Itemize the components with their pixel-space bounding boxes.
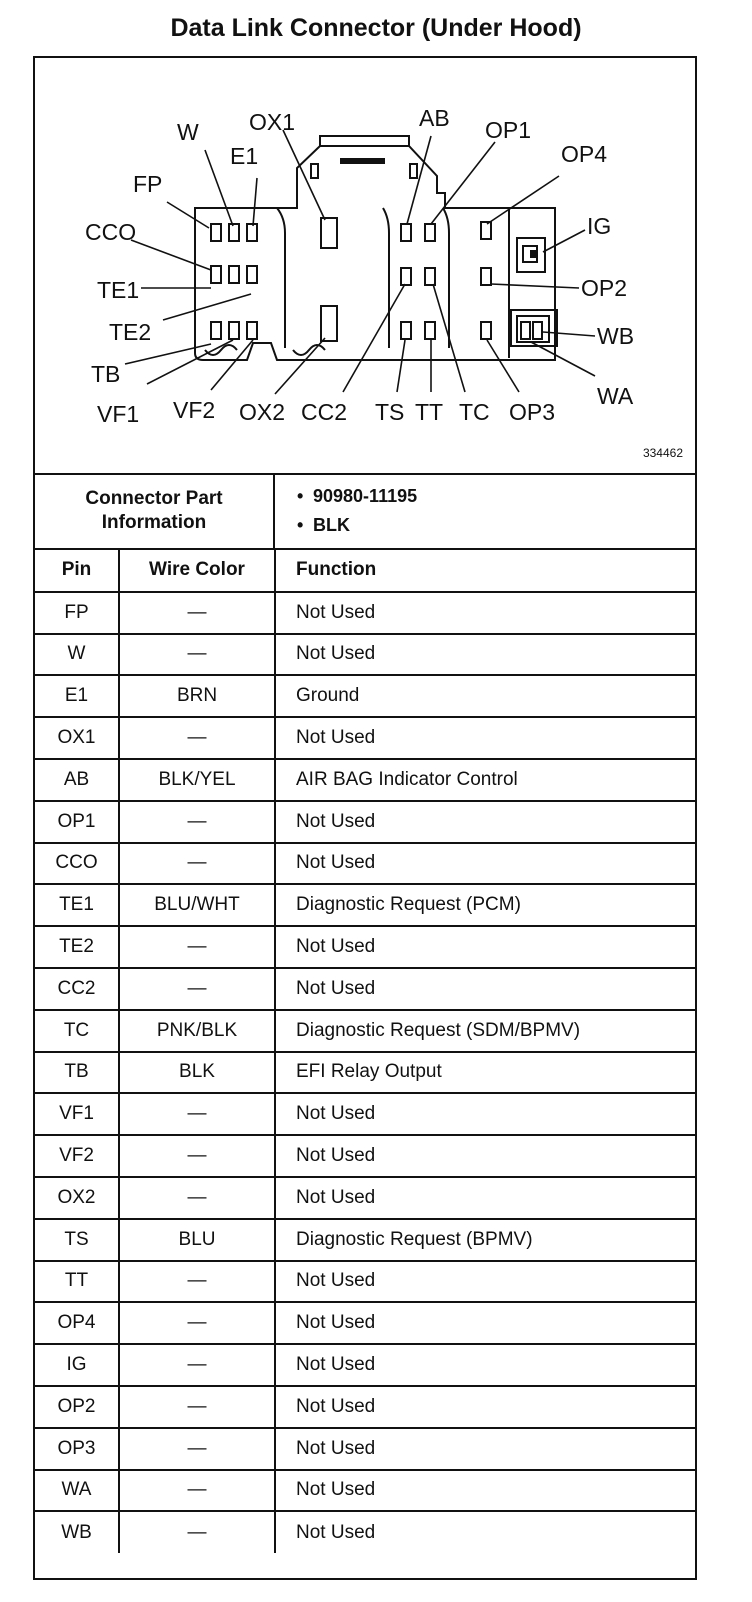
wire-color-cell: —: [119, 634, 275, 676]
wire-color-cell: BLK/YEL: [119, 759, 275, 801]
table-row: [35, 1344, 695, 1386]
function-cell: Not Used: [275, 1177, 695, 1219]
part-number: • 90980-11195: [297, 482, 695, 511]
wire-color-cell: BLU: [119, 1219, 275, 1261]
pin-cell: TS: [35, 1219, 119, 1261]
function-cell: Not Used: [275, 717, 695, 759]
pin-label-ts: TS: [375, 399, 405, 425]
wire-color-cell: BRN: [119, 675, 275, 717]
pin-cell: CC2: [35, 968, 119, 1010]
pin-cell: TE1: [35, 884, 119, 926]
pin-cell: OP2: [35, 1386, 119, 1428]
pin-label-op3: OP3: [509, 399, 556, 425]
pin-label-w: W: [177, 119, 199, 145]
column-header-wire-color: Wire Color: [119, 550, 275, 592]
pin-label-ab: AB: [419, 105, 450, 131]
pin-label-tb: TB: [91, 361, 121, 387]
table-header-row: [35, 550, 695, 592]
wire-color-cell: —: [119, 1302, 275, 1344]
pin-cell: FP: [35, 592, 119, 634]
function-cell: Not Used: [275, 1135, 695, 1177]
pin-cell: OX1: [35, 717, 119, 759]
table-row: [35, 926, 695, 968]
function-cell: AIR BAG Indicator Control: [275, 759, 695, 801]
pin-cell: W: [35, 634, 119, 676]
table-row: [35, 1177, 695, 1219]
pin-label-cc2: CC2: [301, 399, 348, 425]
pin-label-wb: WB: [597, 323, 635, 349]
pin-cell: TE2: [35, 926, 119, 968]
pin-cell: TT: [35, 1261, 119, 1303]
pin-cell: OP4: [35, 1302, 119, 1344]
table-row: [35, 1010, 695, 1052]
pin-label-tt: TT: [415, 399, 444, 425]
table-row: [35, 634, 695, 676]
function-cell: Not Used: [275, 1428, 695, 1470]
wire-color-cell: —: [119, 1093, 275, 1135]
pin-label-fp: FP: [133, 171, 163, 197]
pin-label-ig: IG: [587, 213, 612, 239]
function-cell: Not Used: [275, 801, 695, 843]
function-cell: Not Used: [275, 1261, 695, 1303]
table-row: [35, 843, 695, 885]
pin-label-op2: OP2: [581, 275, 628, 301]
wire-color-cell: BLK: [119, 1052, 275, 1094]
wire-color-cell: —: [119, 1470, 275, 1512]
wire-color-cell: —: [119, 1386, 275, 1428]
function-cell: Not Used: [275, 1344, 695, 1386]
pin-cell: TC: [35, 1010, 119, 1052]
connector-frame: [33, 56, 697, 1580]
figure-number: 334462: [642, 446, 683, 460]
wire-color-cell: —: [119, 1511, 275, 1553]
pin-cell: AB: [35, 759, 119, 801]
function-cell: Diagnostic Request (PCM): [275, 884, 695, 926]
function-cell: Not Used: [275, 634, 695, 676]
wire-color-cell: —: [119, 1428, 275, 1470]
table-row: [35, 1261, 695, 1303]
function-cell: Not Used: [275, 843, 695, 885]
wire-color-cell: —: [119, 1344, 275, 1386]
connector-drawing: [35, 58, 695, 475]
wire-color-cell: —: [119, 592, 275, 634]
function-cell: EFI Relay Output: [275, 1052, 695, 1094]
function-cell: Not Used: [275, 1470, 695, 1512]
function-cell: Not Used: [275, 926, 695, 968]
table-row: [35, 1052, 695, 1094]
wire-color-cell: —: [119, 926, 275, 968]
wire-color-cell: —: [119, 1177, 275, 1219]
connector-diagram: [35, 58, 695, 475]
pin-label-ox2: OX2: [239, 399, 286, 425]
pin-cell: WA: [35, 1470, 119, 1512]
function-cell: Not Used: [275, 1093, 695, 1135]
function-cell: Not Used: [275, 1386, 695, 1428]
function-cell: Diagnostic Request (SDM/BPMV): [275, 1010, 695, 1052]
pin-label-tc: TC: [459, 399, 490, 425]
connector-info-values: [277, 475, 695, 548]
wire-color-cell: —: [119, 843, 275, 885]
pin-label-e1: E1: [230, 143, 259, 169]
table-row: [35, 1219, 695, 1261]
pin-cell: TB: [35, 1052, 119, 1094]
function-cell: Ground: [275, 675, 695, 717]
table-row: [35, 1093, 695, 1135]
function-cell: Not Used: [296, 1521, 376, 1543]
pin-label-op1: OP1: [485, 117, 532, 143]
table-row: [35, 884, 695, 926]
pin-label-op4: OP4: [561, 141, 608, 167]
wire-color-cell: —: [119, 968, 275, 1010]
connector-color: • BLK: [297, 511, 695, 540]
pin-cell: OP3: [35, 1428, 119, 1470]
pin-cell: OX2: [35, 1177, 119, 1219]
wire-color-cell: —: [119, 717, 275, 759]
table-row: [35, 1302, 695, 1344]
connector-info: [35, 475, 695, 550]
pin-label-vf2: VF2: [173, 397, 216, 423]
table-row: [35, 801, 695, 843]
column-header-pin: Pin: [35, 550, 119, 592]
table-row: [35, 759, 695, 801]
function-cell: Not Used: [275, 592, 695, 634]
pin-cell: E1: [35, 675, 119, 717]
pin-label-te2: TE2: [109, 319, 152, 345]
pin-cell: IG: [35, 1344, 119, 1386]
pin-label-cco: CCO: [85, 219, 137, 245]
pin-label-vf1: VF1: [97, 401, 140, 427]
table-row: [35, 1428, 695, 1470]
column-header-function: Function: [275, 550, 695, 592]
table-row: [35, 675, 695, 717]
pin-table: [35, 550, 695, 1553]
pin-label-te1: TE1: [97, 277, 140, 303]
pin-table-body: [35, 592, 695, 1553]
pin-cell: VF1: [35, 1093, 119, 1135]
function-cell: Diagnostic Request (BPMV): [275, 1219, 695, 1261]
function-cell: Not Used: [275, 1302, 695, 1344]
connector-info-label-line2: Information: [101, 512, 207, 533]
connector-info-label-line1: Connector Part: [85, 488, 223, 509]
page-title: Data Link Connector (Under Hood): [170, 14, 582, 42]
wire-color-cell: BLU/WHT: [119, 884, 275, 926]
wire-color-cell: PNK/BLK: [119, 1010, 275, 1052]
table-row: [35, 592, 695, 634]
pin-cell: VF2: [35, 1135, 119, 1177]
function-cell: Not Used: [275, 968, 695, 1010]
connector-info-label: [35, 475, 275, 548]
table-row: [35, 1386, 695, 1428]
table-row: [35, 1135, 695, 1177]
pin-cell: WB: [35, 1511, 119, 1553]
pin-label-ox1: OX1: [249, 109, 296, 135]
pin-label-wa: WA: [597, 383, 634, 409]
table-row: [35, 717, 695, 759]
wire-color-cell: —: [119, 1261, 275, 1303]
table-row: [35, 968, 695, 1010]
table-row: [35, 1511, 695, 1553]
pin-cell: CCO: [35, 843, 119, 885]
pin-cell: OP1: [35, 801, 119, 843]
table-row: [35, 1470, 695, 1512]
wire-color-cell: —: [119, 801, 275, 843]
wire-color-cell: —: [119, 1135, 275, 1177]
